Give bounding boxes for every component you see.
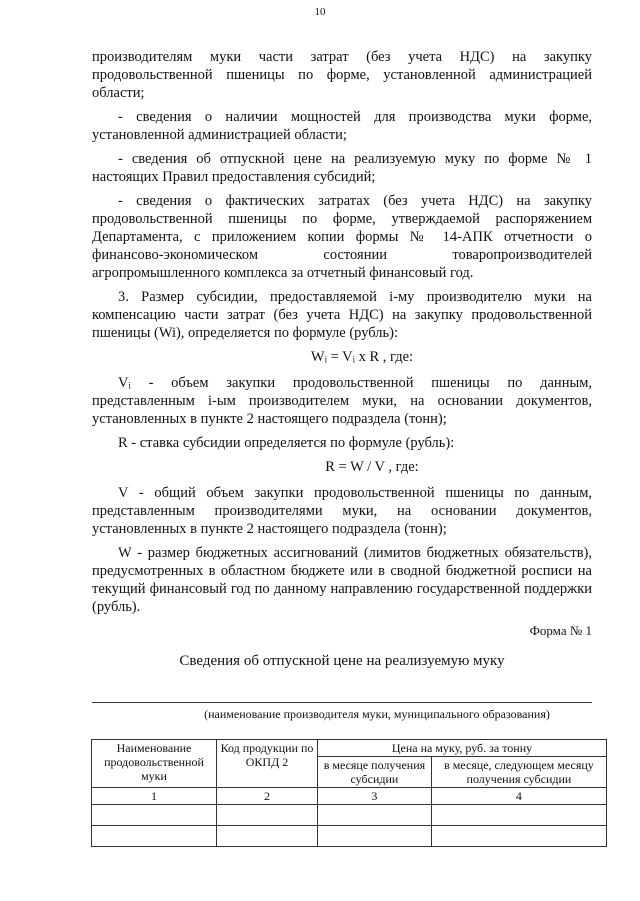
col-header-current-month: в месяце получения субсидии: [318, 757, 432, 788]
price-table: [91, 739, 607, 847]
table-row: [92, 826, 607, 847]
col-header-okpd: Код продукции по ОКПД 2: [217, 740, 318, 788]
col-header-flour-name: Наименование продовольственной муки: [92, 740, 217, 788]
col-number: 4: [431, 788, 606, 805]
paragraph: V - общий объем закупки продовольственной пшеницы по данным, представленным производителями муки, на основании документов, установленных в пункте 2 настоящего подраздела (тонн);: [92, 485, 592, 537]
producer-name-line: [92, 690, 592, 703]
form-title: Сведения об отпускной цене на реализуемую муку: [179, 653, 505, 669]
col-number: 1: [92, 788, 217, 805]
form-label: Форма № 1: [529, 623, 592, 638]
paragraph: производителям муки части затрат (без учета НДС) на закупку продовольственной пшеницы по форме, установленной администрацией области;: [92, 49, 592, 101]
paragraph: W - размер бюджетных ассигнований (лимитов бюджетных обязательств), предусмотренных в областном бюджете или в сводной бюджетной росписи на текущий финансовый год по данному направлению государственной поддержки (рубль).: [92, 545, 592, 615]
formula-wi: Wᵢ = Vᵢ x R , где:: [310, 349, 414, 365]
col-number: 2: [217, 788, 318, 805]
paragraph: Vᵢ - объем закупки продовольственной пшеницы по данным, представленным i-ым производителем муки, на основании документов, установленных в пункте 2 настоящего подраздела (тонн);: [92, 375, 592, 427]
formula-r: R = W / V , где:: [325, 459, 419, 475]
table-row: [92, 805, 607, 826]
paragraph: - сведения о наличии мощностей для производства муки форме, установленной администрацией области;: [92, 109, 592, 143]
col-header-price-group: Цена на муку, руб. за тонну: [318, 740, 607, 757]
producer-caption: (наименование производителя муки, муниципального образования): [204, 707, 550, 721]
paragraph: - сведения о фактических затратах (без учета НДС) на закупку продовольственной пшеницы по форме, утверждаемой распоряжением Департамента, с приложением копии формы № 14-АПК отчетности о финансово-экономическом состоянии товаропроизводителей агропромышленного комплекса за отчетный финансовый год.: [92, 193, 592, 281]
document-body: [92, 48, 592, 847]
paragraph: - сведения об отпускной цене на реализуемую муку по форме № 1 настоящих Правил предоставления субсидий;: [92, 151, 592, 185]
page-number: 10: [314, 6, 326, 18]
col-header-next-month: в месяце, следующем месяцу получения субсидии: [431, 757, 606, 788]
paragraph: R - ставка субсидии определяется по формуле (рубль):: [118, 435, 455, 451]
paragraph: 3. Размер субсидии, предоставляемой i-му производителю муки на компенсацию части затрат (без учета НДС) на закупку продовольственной пшеницы (Wi), определяется по формуле (рубль):: [92, 289, 592, 341]
col-number: 3: [318, 788, 432, 805]
